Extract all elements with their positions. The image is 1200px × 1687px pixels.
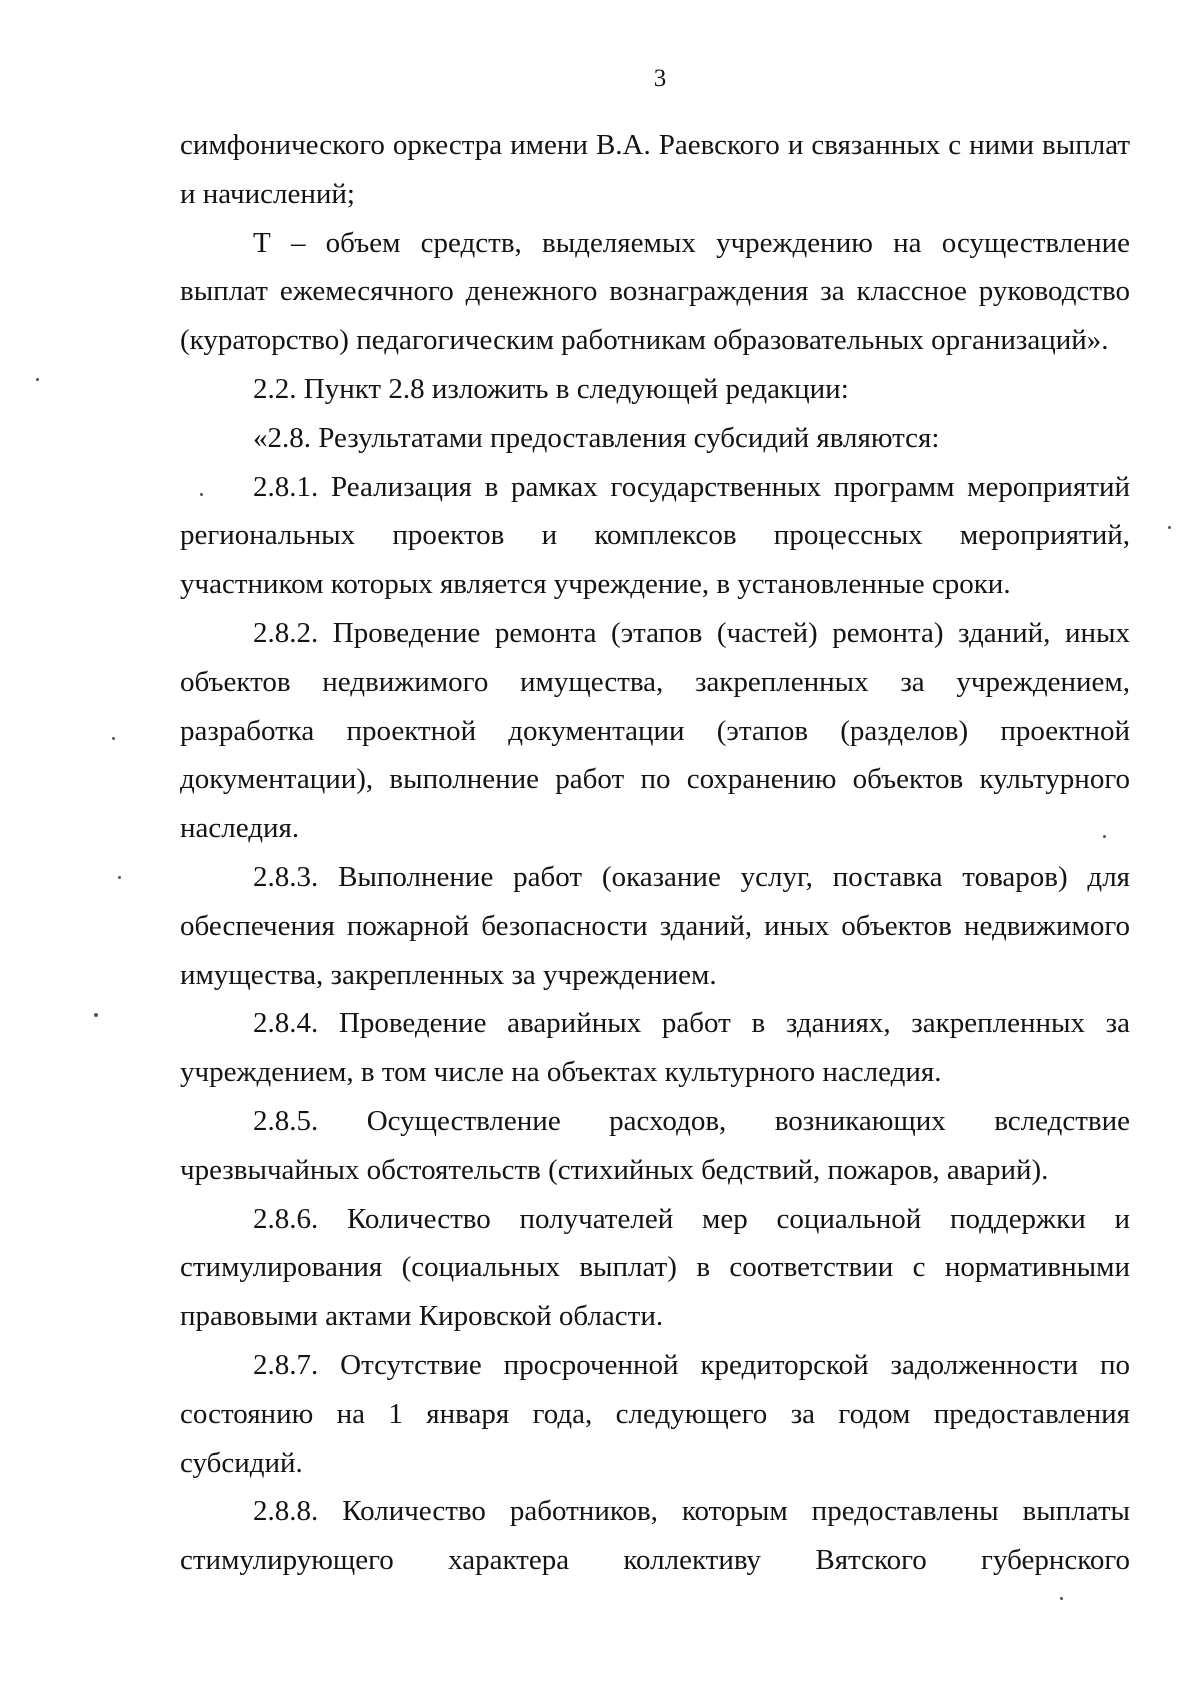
paragraph-2-8-1: 2.8.1. Реализация в рамках государственных программ мероприятий региональных проектов и комплексов процессных мероприятий, участником которых является учреждение, в установленные сроки. xyxy=(180,470,1130,601)
paragraph-continuation: симфонического оркестра имени В.А. Раевского и связанных с ними выплат и начислений; xyxy=(180,129,1130,210)
scan-speck xyxy=(1168,526,1171,529)
paragraph-2-8-7: 2.8.7. Отсутствие просроченной кредиторской задолженности по состоянию на 1 января года, следующего за годом предоставления субсидий. xyxy=(180,1348,1130,1479)
scan-speck xyxy=(1103,835,1106,838)
paragraph-2-8-2: 2.8.2. Проведение ремонта (этапов (частей) ремонта) зданий, иных объектов недвижимого имущества, закрепленных за учреждением, разработка проектной документации (этапов (разделов) проектной документации), выполнение работ по сохранению объектов культурного наследия. xyxy=(180,616,1130,845)
paragraph-2-8-heading: «2.8. Результатами предоставления субсидий являются: xyxy=(253,421,940,454)
scan-speck xyxy=(1060,1597,1063,1600)
paragraph-2-8-8: 2.8.8. Количество работников, которым предоставлены выплаты стимулирующего характера коллективу Вятского губернского xyxy=(180,1495,1130,1577)
paragraph-t-definition: Т – объем средств, выделяемых учреждению на осуществление выплат ежемесячного денежного вознаграждения за классное руководство (кураторство) педагогическим работникам образовательных организаций». xyxy=(180,226,1130,357)
scan-speck xyxy=(200,493,203,496)
paragraph-2-8-4: 2.8.4. Проведение аварийных работ в зданиях, закрепленных за учреждением, в том числе на объектах культурного наследия. xyxy=(180,1007,1130,1089)
scan-speck xyxy=(94,1013,98,1017)
paragraph-2-8-3: 2.8.3. Выполнение работ (оказание услуг, поставка товаров) для обеспечения пожарной безопасности зданий, иных объектов недвижимого имущества, закрепленных за учреждением. xyxy=(180,860,1130,991)
paragraph-2-2: 2.2. Пункт 2.8 изложить в следующей редакции: xyxy=(253,372,849,405)
scan-speck xyxy=(118,876,121,879)
document-body xyxy=(180,121,1130,1585)
paragraph-2-8-6: 2.8.6. Количество получателей мер социальной поддержки и стимулирования (социальных выплат) в соответствии с нормативными правовыми актами Кировской области. xyxy=(180,1202,1130,1333)
scan-speck xyxy=(36,378,39,381)
paragraph-2-8-5: 2.8.5. Осуществление расходов, возникающих вследствие чрезвычайных обстоятельств (стихийных бедствий, пожаров, аварий). xyxy=(180,1104,1130,1186)
page-number: 3 xyxy=(653,65,667,92)
scan-speck xyxy=(112,737,115,740)
